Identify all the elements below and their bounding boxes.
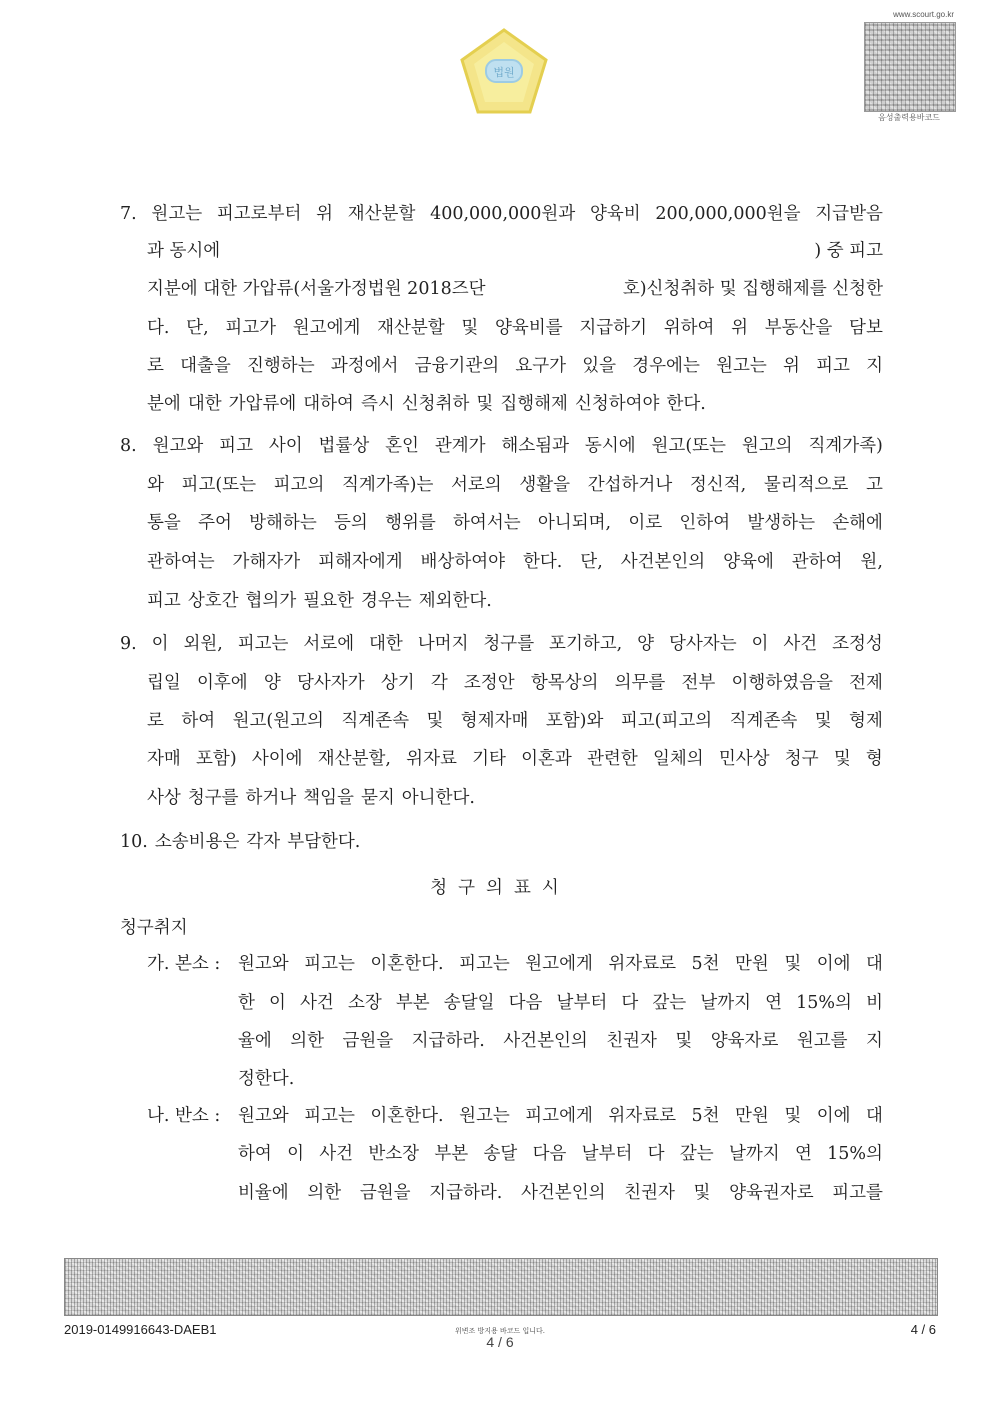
- text-line: 율에 의한 금원을 지급하라. 사건본인의 친권자 및 양육자로 원고를 지: [238, 1031, 883, 1051]
- text-line: 10. 소송비용은 각자 부담한다.: [120, 832, 361, 852]
- text-line: 관하여는 가해자가 피해자에게 배상하여야 한다. 단, 사건본인의 양육에 관하여 원,: [147, 552, 883, 572]
- text-line: 사상 청구를 하거나 책임을 묻지 아니한다.: [147, 788, 475, 808]
- text-line: 로 하여 원고(원고의 직계존속 및 형제자매 포함)와 피고(피고의 직계존속 및 형제: [147, 711, 883, 731]
- page-number-right: 4 / 6: [910, 1322, 936, 1337]
- voice-output-barcode-icon: [864, 22, 956, 112]
- text-line: 원고와 피고는 이혼한다. 원고는 피고에게 위자료로 5천 만원 및 이에 대: [238, 1106, 883, 1126]
- claim-label-counter: 나. 반소 :: [147, 1106, 221, 1126]
- text-line: 분에 대한 가압류에 대하여 즉시 신청취하 및 집행해제 신청하여야 한다.: [147, 394, 706, 414]
- text-line: 한 이 사건 소장 부본 송달일 다음 날부터 다 갚는 날까지 연 15%의 비: [238, 993, 883, 1013]
- page-number-center: 4 / 6: [486, 1334, 514, 1350]
- claim-label-main: 가. 본소 :: [147, 954, 221, 974]
- section-heading: 청구의표시: [430, 878, 570, 898]
- text-line: 8. 원고와 피고 사이 법률상 혼인 관계가 해소됨과 동시에 원고(또는 원고의 직계가족): [120, 436, 883, 456]
- text-line: 자매 포함) 사이에 재산분할, 위자료 기타 이혼과 관련한 일체의 민사상 청구 및 형: [147, 749, 883, 769]
- anti-forgery-barcode-icon: [64, 1258, 938, 1316]
- text-line: 피고 상호간 협의가 필요한 경우는 제외한다.: [147, 591, 492, 611]
- text-line: 통을 주어 방해하는 등의 행위를 하여서는 아니되며, 이로 인하여 발생하는 손해에: [147, 513, 883, 533]
- text-line: 립일 이후에 양 당사자가 상기 각 조정안 항목상의 의무를 전부 이행하였음을 전제: [147, 673, 883, 693]
- barcode-notice: 위변조 방지용 바코드 입니다.: [454, 1327, 546, 1335]
- text-line: 와 피고(또는 피고의 직계가족)는 서로의 생활을 간섭하거나 정신적, 물리적으로 고: [147, 475, 883, 495]
- barcode-label: 음성출력용바코드: [878, 113, 940, 122]
- text-line: 지분에 대한 가압류(서울가정법원 2018즈단 호)신청취하 및 집행해제를 신청한: [147, 279, 883, 299]
- document-id: 2019-0149916643-DAEB1: [64, 1322, 217, 1337]
- text-line: 원고와 피고는 이혼한다. 피고는 원고에게 위자료로 5천 만원 및 이에 대: [238, 954, 883, 974]
- court-emblem-icon: [456, 26, 552, 118]
- site-url: www.scourt.go.kr: [893, 10, 954, 19]
- seal-text: 법원: [493, 66, 515, 79]
- text-line: 9. 이 외원, 피고는 서로에 대한 나머지 청구를 포기하고, 양 당사자는 이 사건 조정성: [120, 634, 883, 654]
- text-line: 비율에 의한 금원을 지급하라. 사건본인의 친권자 및 양육권자로 피고를: [238, 1183, 883, 1203]
- text-line: 정한다.: [238, 1069, 295, 1089]
- text-line: 7. 원고는 피고로부터 위 재산분할 400,000,000원과 양육비 200,000,000원을 지급받음: [120, 204, 883, 224]
- text-line: 다. 단, 피고가 원고에게 재산분할 및 양육비를 지급하기 위하여 위 부동산을 담보: [147, 318, 883, 338]
- text-line: 하여 이 사건 반소장 부본 송달 다음 날부터 다 갚는 날까지 연 15%의: [238, 1144, 883, 1164]
- text-line: 로 대출을 진행하는 과정에서 금융기관의 요구가 있을 경우에는 원고는 위 피고 지: [147, 356, 883, 376]
- section-subheading: 청구취지: [120, 918, 188, 938]
- text-line: 과 동시에 ) 중 피고: [147, 241, 883, 261]
